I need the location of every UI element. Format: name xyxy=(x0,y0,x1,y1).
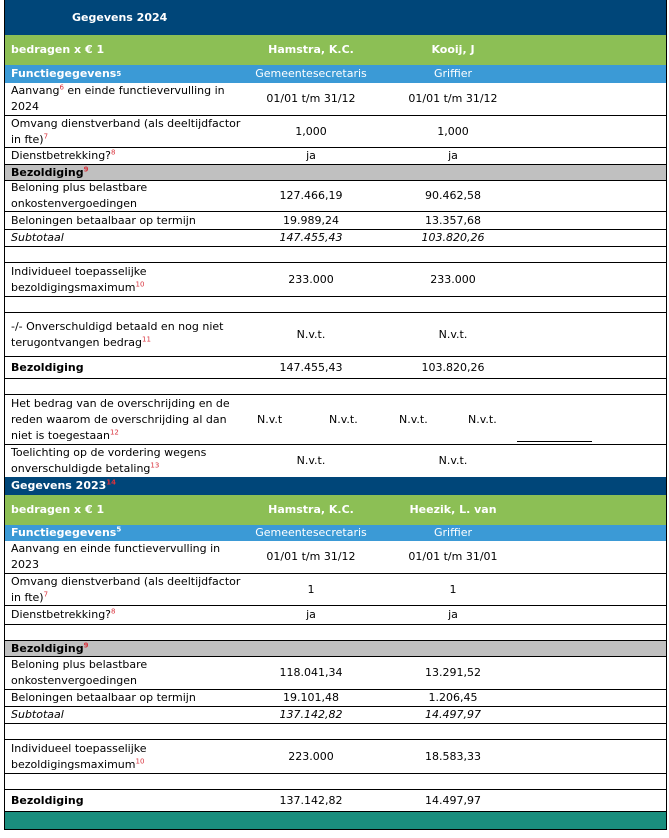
subtotaal-person-1: 137.142,82 xyxy=(279,708,343,721)
beloning-person-1: 118.041,34 xyxy=(279,666,343,679)
bezoldiging-label: Bezoldiging xyxy=(11,793,84,807)
section-title-2024: Gegevens 2024 xyxy=(72,10,168,24)
omvang-row-2023 xyxy=(5,574,666,606)
termijn-person-1: 19.989,24 xyxy=(283,213,339,227)
bezoldiging-row-2023 xyxy=(5,790,666,812)
spacer-row xyxy=(5,297,666,313)
beloning-label: Beloning plus belastbare onkostenvergoedingen xyxy=(11,658,148,687)
func-person-1: Gemeentesecretaris xyxy=(255,67,367,80)
maximum-label: Individueel toepasselijke bezoldigingsmaximum$^{10}$ xyxy=(11,264,147,294)
maximum-person-1: 233.000 xyxy=(288,272,334,286)
underline-divider xyxy=(517,441,592,442)
omvang-person-2: 1 xyxy=(449,582,457,596)
maximum-person-1: 223.000 xyxy=(288,749,334,763)
func-row-2024 xyxy=(5,65,666,83)
overschrijding-value-3: N.v.t. xyxy=(399,413,428,426)
spacer-row xyxy=(5,774,666,790)
bezoldiging-person-2: 14.497,97 xyxy=(425,793,481,807)
omvang-person-1: 1 xyxy=(307,582,315,596)
termijn-person-2: 13.357,68 xyxy=(425,213,481,227)
func-label: Functiegegevens$^5$ xyxy=(11,525,122,539)
overschrijding-value-2: N.v.t. xyxy=(329,413,358,426)
maximum-person-2: 18.583,33 xyxy=(425,749,481,763)
beloning-person-2: 90.462,58 xyxy=(425,189,481,202)
overschrijding-value-4: N.v.t. xyxy=(468,413,497,426)
beloning-person-2: 13.291,52 xyxy=(425,666,481,679)
subtotaal-person-2: 14.497,97 xyxy=(425,708,481,721)
header-person-1: Hamstra, K.C. xyxy=(268,503,354,516)
section-title-2023: Gegevens 2023$^{14}$ xyxy=(11,478,117,492)
overschrijding-label: Het bedrag van de overschrijding en de reden waarom de overschrijding al dan niet is toegestaan$^{12}$ xyxy=(11,396,230,442)
termijn-person-2: 1.206,45 xyxy=(428,691,478,704)
aanvang-person-2: 01/01 t/m 31/01 xyxy=(408,550,498,563)
header-person-2: Heezik, L. van xyxy=(409,503,497,516)
bezoldiging-section-label: Bezoldiging$^9$ xyxy=(11,640,89,655)
bezoldiging-section-label: Bezoldiging$^9$ xyxy=(11,164,89,179)
termijn-row-2023 xyxy=(5,690,666,707)
omvang-person-1: 1,000 xyxy=(295,124,327,138)
header-row-2023 xyxy=(5,495,666,525)
omvang-label: Omvang dienstverband (als deeltijdfactor in fte)$^7$ xyxy=(11,116,241,146)
toelichting-row-2024 xyxy=(5,445,666,477)
spacer-row xyxy=(5,247,666,263)
func-person-1: Gemeentesecretaris xyxy=(255,526,367,539)
aanvang-person-2: 01/01 t/m 31/12 xyxy=(408,92,498,105)
dienst-label: Dienstbetrekking?$^8$ xyxy=(11,148,116,162)
bezoldiging-label: Bezoldiging xyxy=(11,360,84,374)
bezoldiging-header-2023 xyxy=(5,641,666,657)
omvang-label: Omvang dienstverband (als deeltijdfactor in fte)$^7$ xyxy=(11,574,241,604)
overschrijding-value-1: N.v.t xyxy=(257,413,283,426)
aanvang-person-1: 01/01 t/m 31/12 xyxy=(266,550,356,563)
aanvang-label: Aanvang en einde functievervulling in 2023 xyxy=(11,542,221,571)
termijn-person-1: 19.101,48 xyxy=(283,691,339,704)
spacer-row xyxy=(5,724,666,740)
toelichting-label: Toelichting op de vordering wegens onverschuldigde betaling$^{13}$ xyxy=(11,446,207,475)
onverschuldigd-person-2: N.v.t. xyxy=(438,327,468,341)
maximum-label: Individueel toepasselijke bezoldigingsmaximum$^{10}$ xyxy=(11,741,147,771)
dienst-person-2: ja xyxy=(448,608,458,621)
dienst-row-2023 xyxy=(5,606,666,625)
func-row-2023 xyxy=(5,525,666,541)
spacer-row xyxy=(5,625,666,641)
subtotaal-row-2023 xyxy=(5,707,666,724)
subtotaal-label: Subtotaal xyxy=(11,231,64,244)
termijn-row-2024 xyxy=(5,212,666,230)
header-label: bedragen x € 1 xyxy=(11,43,105,56)
header-label: bedragen x € 1 xyxy=(11,503,105,516)
beloning-row-2023 xyxy=(5,657,666,690)
aanvang-label: Aanvang$^6$ en einde functievervulling in 2024 xyxy=(11,83,225,113)
beloning-row-2024 xyxy=(5,181,666,212)
func-label: Functiegegevens 5 xyxy=(11,67,122,80)
dienst-person-2: ja xyxy=(448,149,458,162)
subtotaal-row-2024 xyxy=(5,230,666,247)
overschrijding-row-2024 xyxy=(5,395,666,445)
onverschuldigd-row-2024 xyxy=(5,313,666,357)
aanvang-row-2023 xyxy=(5,541,666,574)
func-person-2: Griffier xyxy=(433,526,473,539)
omvang-person-2: 1,000 xyxy=(437,124,469,138)
onverschuldigd-person-1: N.v.t. xyxy=(296,327,326,341)
wnt-table xyxy=(4,0,667,830)
subtotaal-label: Subtotaal xyxy=(11,708,64,721)
onverschuldigd-label: -/- Onverschuldigd betaald en nog niet terugontvangen bedrag$^{11}$ xyxy=(11,319,224,349)
bezoldiging-person-2: 103.820,26 xyxy=(421,360,485,374)
termijn-label: Beloningen betaalbaar op termijn xyxy=(11,213,196,227)
beloning-person-1: 127.466,19 xyxy=(279,189,343,202)
dienst-row-2024 xyxy=(5,148,666,165)
maximum-row-2023 xyxy=(5,740,666,774)
bezoldiging-header-2024 xyxy=(5,165,666,181)
beloning-label: Beloning plus belastbare onkostenvergoedingen xyxy=(11,181,148,210)
header-person-1: Hamstra, K.C. xyxy=(268,43,354,56)
bezoldiging-person-1: 147.455,43 xyxy=(279,360,343,374)
header-person-2: Kooij, J xyxy=(431,43,475,56)
spacer-row xyxy=(5,379,666,395)
subtotaal-person-2: 103.820,26 xyxy=(421,231,485,244)
func-person-2: Griffier xyxy=(433,67,473,80)
dienst-label: Dienstbetrekking?$^8$ xyxy=(11,607,116,621)
bezoldiging-row-2024 xyxy=(5,357,666,379)
omvang-row-2024 xyxy=(5,116,666,148)
aanvang-row-2024 xyxy=(5,83,666,116)
title-row-2023 xyxy=(5,477,666,495)
footer-bar xyxy=(5,812,666,830)
aanvang-person-1: 01/01 t/m 31/12 xyxy=(266,92,356,105)
dienst-person-1: ja xyxy=(306,608,316,621)
maximum-person-2: 233.000 xyxy=(430,272,476,286)
bezoldiging-person-1: 137.142,82 xyxy=(279,793,343,807)
title-row-2024 xyxy=(5,0,666,35)
dienst-person-1: ja xyxy=(306,149,316,162)
subtotaal-person-1: 147.455,43 xyxy=(279,231,343,244)
termijn-label: Beloningen betaalbaar op termijn xyxy=(11,691,196,704)
maximum-row-2024 xyxy=(5,263,666,297)
header-row-2024 xyxy=(5,35,666,65)
toelichting-person-1: N.v.t. xyxy=(296,454,326,467)
toelichting-person-2: N.v.t. xyxy=(438,454,468,467)
